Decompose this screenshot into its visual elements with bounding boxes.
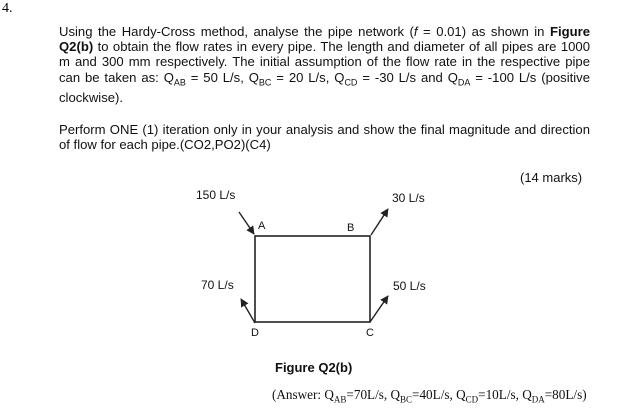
node-b-label: B xyxy=(347,222,355,234)
node-a-label: A xyxy=(258,220,266,232)
inflow-arrow-a xyxy=(239,212,254,234)
answer-line xyxy=(272,387,587,405)
flow-ab-subscript: AB xyxy=(173,77,186,88)
flow-da-value: = -100 L/s (positive clockwise). xyxy=(59,69,590,106)
answer-cd-value: =10L/s, Q xyxy=(478,387,532,402)
flow-cd-value: = -30 L/s and xyxy=(357,69,448,85)
marks-label: (14 marks) xyxy=(520,170,583,185)
flow-bc-value: = 20 L/s, xyxy=(271,69,335,85)
question-number: 4. xyxy=(2,1,13,16)
flow-label-d: 70 L/s xyxy=(201,278,234,292)
flow-label-c: 50 L/s xyxy=(393,279,426,293)
figure-caption: Figure Q2(b) xyxy=(275,360,353,375)
outflow-arrow-d xyxy=(241,299,255,323)
node-c-label: C xyxy=(366,327,374,339)
answer-ab-value: =70L/s, Q xyxy=(346,387,401,402)
node-d-label: D xyxy=(251,327,259,339)
answer-cd-sub: CD xyxy=(465,394,479,405)
flow-bc-subscript: BC xyxy=(258,77,272,88)
outflow-arrow-c xyxy=(370,296,388,322)
flow-ab-value: = 50 L/s, xyxy=(185,69,249,85)
answer-da-value: =80L/s) xyxy=(544,387,587,402)
statement-text: = 0.01) as shown in xyxy=(417,24,550,39)
flow-label-a: 150 L/s xyxy=(196,188,236,202)
outflow-arrow-b xyxy=(371,209,388,235)
answer-text: (Answer: Q xyxy=(272,387,334,402)
statement-text: Using the Hardy-Cross method, analyse the pipe network ( xyxy=(59,24,414,39)
flow-da-label: Q xyxy=(447,69,458,85)
instruction-text: Perform ONE (1) iteration only in your analysis and show the final magnitude and direction of flow for each pipe.(CO2,PO2)(C4) xyxy=(59,122,590,153)
answer-da-sub: DA xyxy=(531,394,545,405)
flow-bc-label: Q xyxy=(248,69,259,85)
flow-label-b: 30 L/s xyxy=(392,191,425,205)
answer-bc-value: =40L/s, Q xyxy=(412,387,466,402)
flow-da-subscript: DA xyxy=(457,77,471,88)
friction-symbol: f xyxy=(413,24,418,39)
answer-ab-sub: AB xyxy=(333,394,347,405)
flow-ab-label: Q xyxy=(163,69,174,85)
figure-reference: Figure Q2(b) xyxy=(59,24,590,55)
flow-cd-label: Q xyxy=(334,69,345,85)
pipe-loop xyxy=(255,236,370,322)
statement-text: to obtain the flow rates in every pipe. The length and diameter of all pipes are 1000 m and 300 mm respectively. The initial assumption of the flow rate in the respective pipe can be taken as: xyxy=(59,39,590,85)
flow-cd-subscript: CD xyxy=(344,77,358,88)
answer-bc-sub: BC xyxy=(400,394,413,405)
